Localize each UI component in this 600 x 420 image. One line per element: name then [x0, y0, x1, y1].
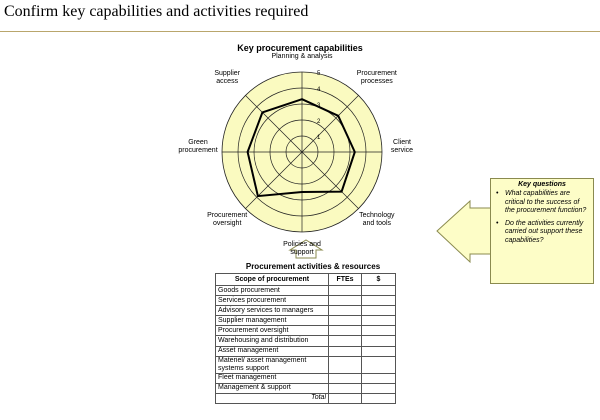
row-label: Management & support [216, 383, 329, 393]
ring-label: 4 [317, 87, 321, 93]
fte-cell[interactable] [329, 336, 362, 346]
key-questions-title: Key questions [518, 181, 566, 188]
key-questions-box [490, 178, 594, 284]
fte-cell[interactable] [329, 346, 362, 356]
axis-label: Technology and tools [359, 211, 395, 227]
fte-cell[interactable] [329, 286, 362, 296]
header-ftes: FTEs [329, 274, 362, 286]
bullet-icon: • [496, 219, 499, 227]
header-dollars: $ [362, 274, 396, 286]
activities-title: Procurement activities & resources [245, 262, 381, 271]
header-scope: Scope of procurement [216, 274, 329, 286]
table-row [216, 296, 396, 306]
row-label: Materiel/ asset management systems support [216, 356, 329, 373]
table-row [216, 383, 396, 393]
bullet-icon: • [496, 190, 499, 197]
dollar-cell[interactable] [362, 286, 396, 296]
ring-label: 3 [317, 103, 321, 109]
key-question-text: What capabilities are critical to the success of the procurement function? [505, 190, 587, 214]
axis-label: Green procurement [178, 139, 218, 154]
dollar-cell[interactable] [362, 306, 396, 316]
dollar-cell[interactable] [362, 296, 396, 306]
table-total-row [216, 393, 396, 403]
dollar-cell[interactable] [362, 336, 396, 346]
key-questions-list [495, 190, 589, 245]
dollar-cell[interactable] [362, 383, 396, 393]
dollar-cell[interactable] [362, 346, 396, 356]
fte-cell[interactable] [329, 356, 362, 373]
radar-title: Key procurement capabilities [237, 43, 363, 53]
dollar-cell[interactable] [362, 326, 396, 336]
activities-table [215, 273, 396, 404]
left-arrow-icon [437, 201, 491, 262]
table-row [216, 316, 396, 326]
row-label: Asset management [216, 346, 329, 356]
page-title: Confirm key capabilities and activities required [4, 3, 309, 20]
total-label: Total [216, 393, 329, 403]
table-row [216, 373, 396, 383]
row-label: Goods procurement [216, 286, 329, 296]
dollar-cell[interactable] [362, 316, 396, 326]
table-row [216, 356, 396, 373]
axis-label: Client service [390, 139, 414, 154]
fte-cell[interactable] [329, 326, 362, 336]
fte-cell[interactable] [329, 383, 362, 393]
row-label: Procurement oversight [216, 326, 329, 336]
ring-label: 5 [317, 71, 321, 77]
row-label: Warehousing and distribution [216, 336, 329, 346]
dollar-total-cell[interactable] [362, 393, 396, 403]
table-row [216, 326, 396, 336]
dollar-cell[interactable] [362, 356, 396, 373]
key-question-item [496, 219, 589, 246]
fte-cell[interactable] [329, 306, 362, 316]
fte-cell[interactable] [329, 316, 362, 326]
table-row [216, 346, 396, 356]
axis-label: Supplier access [214, 70, 241, 86]
table-row [216, 306, 396, 316]
table-row [216, 336, 396, 346]
ring-label: 1 [317, 135, 321, 141]
row-label: Services procurement [216, 296, 329, 306]
row-label: Fleet management [216, 373, 329, 383]
row-label: Supplier management [216, 316, 329, 326]
axis-label: Procurement oversight [207, 211, 248, 227]
axis-label: Planning & analysis [271, 53, 333, 60]
fte-cell[interactable] [329, 373, 362, 383]
table-row [216, 286, 396, 296]
fte-cell[interactable] [329, 296, 362, 306]
axis-label: Procurement processes [356, 70, 397, 86]
key-question-item [496, 190, 589, 216]
row-label: Advisory services to managers [216, 306, 329, 316]
fte-total-cell[interactable] [329, 393, 362, 403]
axis-label: Policies and support [283, 241, 321, 256]
ring-label: 2 [317, 119, 321, 125]
table-header-row [216, 274, 396, 286]
key-question-text: Do the activities currently carried out support these capabilities? [505, 219, 584, 244]
dollar-cell[interactable] [362, 373, 396, 383]
